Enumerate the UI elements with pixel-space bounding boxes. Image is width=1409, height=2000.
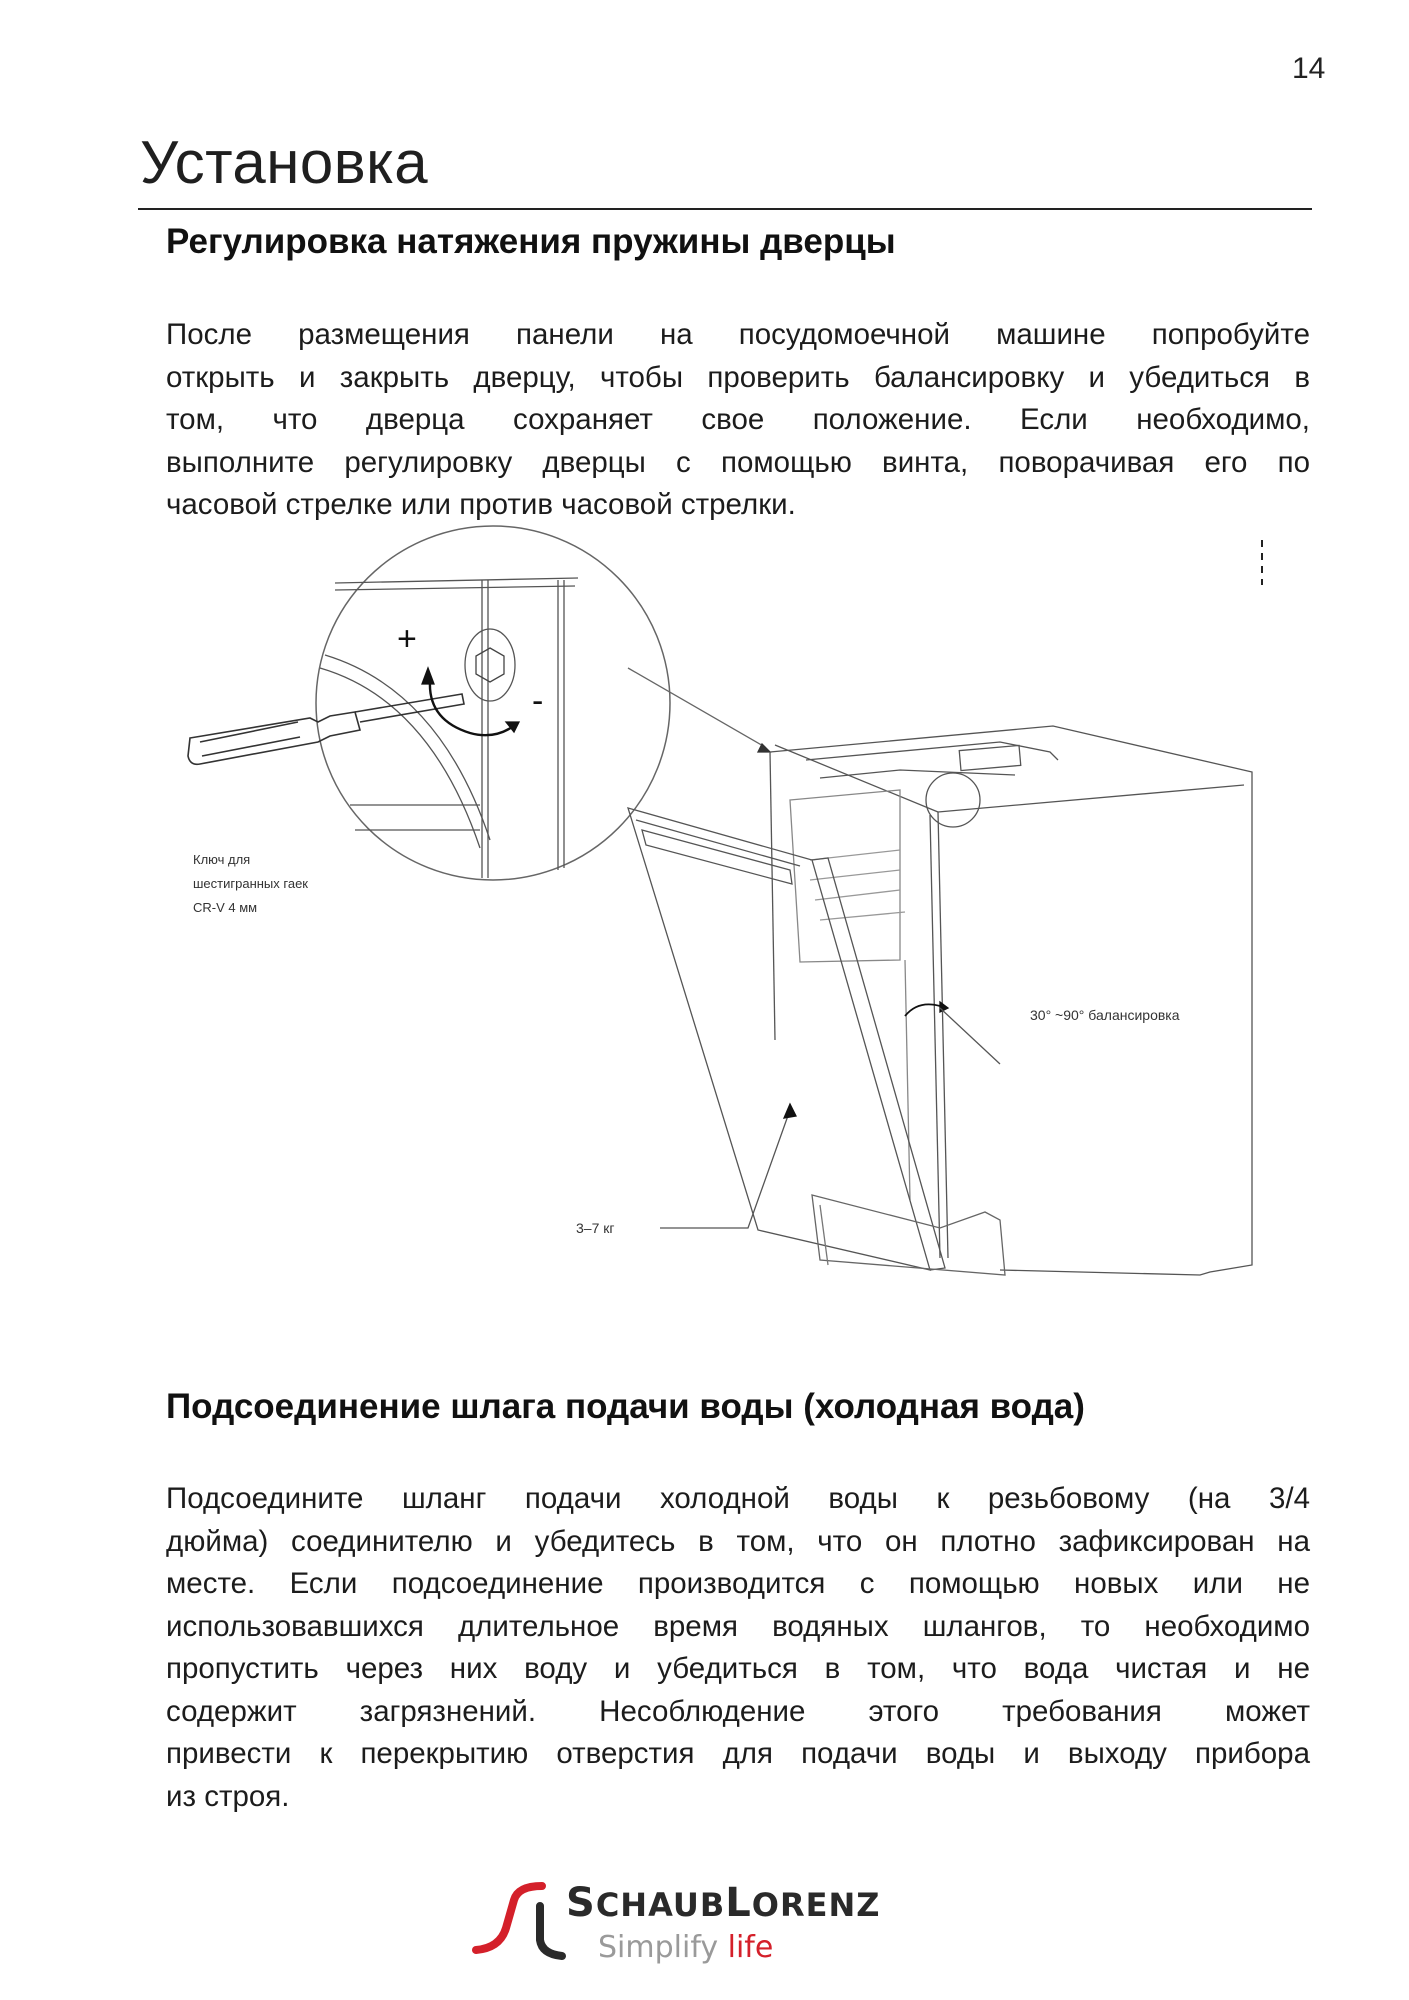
page-title: Установка	[140, 129, 429, 196]
balance-angle-label: 30° ~90° балансировка	[1030, 1007, 1180, 1023]
minus-sign: -	[532, 682, 544, 720]
logo-mark-icon	[470, 1878, 570, 1968]
paragraph-line: дюйма) соединителю и убедитесь в том, что он плотно зафиксирован на	[166, 1524, 1310, 1558]
section-heading-door-spring: Регулировка натяжения пружины дверцы	[166, 222, 896, 261]
title-divider	[138, 208, 1312, 210]
wrench-label-line-3: CR-V 4 мм	[193, 900, 258, 915]
paragraph-line: из строя.	[166, 1779, 290, 1813]
page-number: 14	[1292, 52, 1326, 85]
section-heading-water-hose: Подсоединение шлага подачи воды (холодная вода)	[166, 1387, 1085, 1426]
paragraph-line: пропустить через них воду и убедиться в том, что вода чистая и не	[166, 1652, 1310, 1685]
paragraph-line: использовавшихся длительное время водяных шлангов, то необходимо	[166, 1609, 1310, 1643]
paragraph-line: Подсоедините шланг подачи холодной воды к резьбовому (на 3/4	[166, 1482, 1310, 1515]
paragraph-line: содержит загрязнений. Несоблюдение этого требования может	[166, 1694, 1310, 1728]
door-spring-paragraph	[166, 314, 1310, 527]
water-hose-paragraph	[166, 1478, 1310, 1818]
door-weight-label: 3–7 кг	[576, 1220, 615, 1236]
logo-tagline: Simplify life	[598, 1930, 774, 1965]
wrench-label-line-2: шестигранных гаек	[193, 876, 308, 891]
paragraph-line: выполните регулировку дверцы с помощью винта, поворачивая его по	[166, 445, 1310, 479]
paragraph-line: том, что дверца сохраняет свое положение. Если необходимо,	[166, 403, 1310, 436]
plus-sign: +	[397, 620, 417, 658]
wrench-label-line-1: Ключ для	[193, 852, 251, 867]
paragraph-line: привести к перекрытию отверстия для подачи воды и выходу прибора	[166, 1737, 1310, 1770]
paragraph-line: часовой стрелке или против часовой стрелки.	[166, 488, 796, 521]
dishwasher-illustration	[0, 520, 1409, 1320]
door-balance-diagram	[0, 520, 1409, 1320]
paragraph-line: месте. Если подсоединение производится с помощью новых или не	[166, 1567, 1310, 1600]
paragraph-line: После размещения панели на посудомоечной машине попробуйте	[166, 318, 1310, 351]
logo-brand-text: SCHAUBLORENZ	[566, 1880, 881, 1926]
paragraph-line: открыть и закрыть дверцу, чтобы проверить балансировку и убедиться в	[166, 360, 1310, 394]
schaub-lorenz-logo	[466, 1868, 926, 1978]
